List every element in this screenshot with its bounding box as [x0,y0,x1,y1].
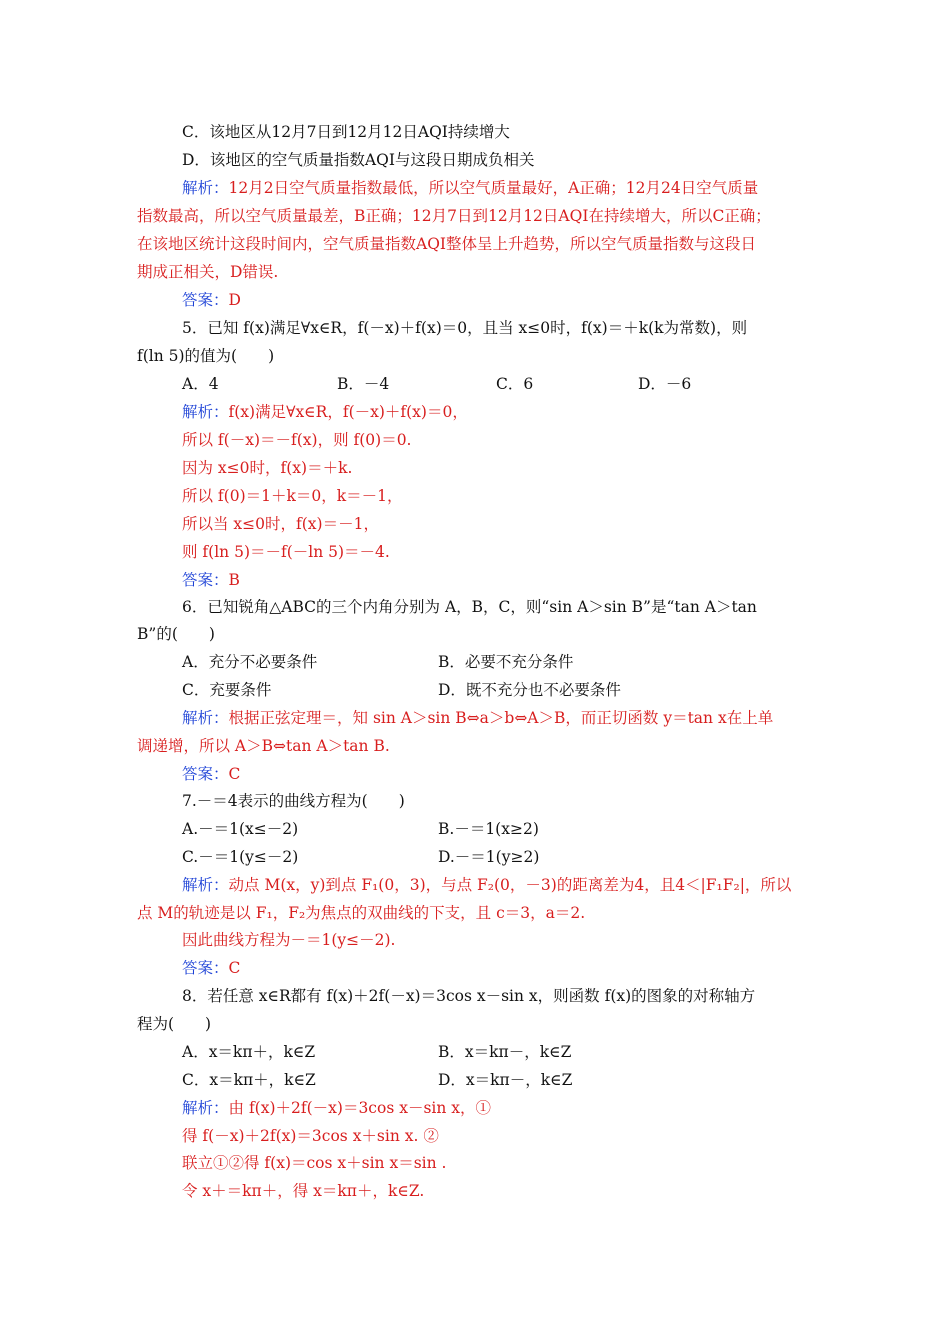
q5-analysis-line: 所以 f(0)＝1＋k＝0，k＝－1， [182,487,403,505]
q4-analysis-line: 期成正相关，D错误. [137,263,279,281]
q6-stem: 6．已知锐角△ABC的三个内角分别为 A，B，C，则“sin A＞sin B”是“tan A＞tan [182,598,757,616]
q5-analysis-label: 解析： [182,403,229,421]
q5-stem: f(ln 5)的值为( ) [137,347,275,365]
q7-analysis-line: 因此曲线方程为－＝1(y≤－2). [182,931,396,949]
q4-answer-value: D [228,291,241,309]
q6-analysis-line [182,708,773,728]
q4-answer-label: 答案： [182,291,229,309]
q7-answer-label: 答案： [182,959,229,977]
q5-stem: 5．已知 f(x)满足∀x∈R，f(－x)＋f(x)＝0，且当 x≤0时，f(x)＝＋k(k为常数)，则 [182,319,748,337]
q6-analysis-line: 调递增，所以 A＞B⇔tan A＞tan B. [137,737,390,755]
q8-analysis-line: 联立①②得 f(x)＝cos x＋sin x＝sin . [182,1154,447,1172]
q8-analysis-line: 令 x＋＝kπ＋，得 x＝kπ＋，k∈Z. [182,1182,425,1200]
q8-option-d: D．x＝kπ－，k∈Z [438,1071,573,1089]
q5-option-a: A．4 [182,375,219,393]
q7-option-c: C.－＝1(y≤－2) [182,848,299,866]
q8-option-c: C．x＝kπ＋，k∈Z [182,1071,316,1089]
q8-analysis-line [182,1098,491,1118]
q7-option-d: D.－＝1(y≥2) [438,848,540,866]
q5-analysis-line: 则 f(ln 5)＝－f(－ln 5)＝－4. [182,543,390,561]
q8-analysis-label: 解析： [182,1099,229,1117]
q5-option-c: C．6 [496,375,534,393]
q6-answer [182,764,240,784]
q6-stem: B”的( ) [137,625,215,643]
q7-analysis-line: 点 M的轨迹是以 F₁，F₂为焦点的双曲线的下支，且 c＝3，a＝2. [137,904,586,922]
q8-stem: 8．若任意 x∈R都有 f(x)＋2f(－x)＝3cos x－sin x，则函数 f(x)的图象的对称轴方 [182,987,756,1005]
q4-answer [182,290,241,310]
q4-analysis-line [182,178,758,198]
q5-option-d: D．－6 [638,375,692,393]
q7-option-a: A.－＝1(x≤－2) [182,820,299,838]
q5-analysis-line: 因为 x≤0时，f(x)＝＋k. [182,459,353,477]
q6-option-b: B．必要不充分条件 [438,653,574,671]
q4-option-c: C．该地区从12月7日到12月12日AQI持续增大 [182,123,510,141]
q4-analysis-line: 在该地区统计这段时间内，空气质量指数AQI整体呈上升趋势，所以空气质量指数与这段日 [137,235,757,253]
q7-answer [182,958,240,978]
q5-answer-label: 答案： [182,571,229,589]
q8-stem: 程为( ) [137,1015,212,1033]
q5-analysis-line: 所以当 x≤0时，f(x)＝－1， [182,515,379,533]
q6-answer-value: C [228,765,241,783]
q5-analysis-text: f(x)满足∀x∈R，f(－x)＋f(x)＝0， [228,403,468,421]
q4-analysis-text: 12月2日空气质量指数最低，所以空气质量最好，A正确；12月24日空气质量 [228,179,759,197]
q7-answer-value: C [228,959,241,977]
q6-answer-label: 答案： [182,765,229,783]
q7-stem: 7.－＝4表示的曲线方程为( ) [182,792,405,810]
q7-analysis-label: 解析： [182,876,229,894]
q5-option-b: B．－4 [337,375,390,393]
q6-option-c: C．充要条件 [182,681,272,699]
q6-analysis-text: 根据正弦定理＝，知 sin A＞sin B⇔a＞b⇔A＞B，而正切函数 y＝tan x在上单 [228,709,774,727]
q7-analysis-line [182,875,791,895]
q6-analysis-label: 解析： [182,709,229,727]
q4-analysis-line: 指数最高，所以空气质量最差，B正确；12月7日到12月12日AQI在持续增大，所以C正确； [137,207,771,225]
q5-analysis-line [182,402,468,422]
q8-analysis-text: 由 f(x)＋2f(－x)＝3cos x－sin x，① [228,1099,492,1117]
q8-option-b: B．x＝kπ－，k∈Z [438,1043,572,1061]
q6-option-a: A．充分不必要条件 [182,653,318,671]
q8-option-a: A．x＝kπ＋，k∈Z [182,1043,316,1061]
q7-analysis-text: 动点 M(x，y)到点 F₁(0，3)，与点 F₂(0，－3)的距离差为4，且4＜|F₁F₂|，所以 [228,876,792,894]
q7-option-b: B.－＝1(x≥2) [438,820,539,838]
q5-analysis-line: 所以 f(－x)＝－f(x)，则 f(0)＝0. [182,431,412,449]
q6-option-d: D．既不充分也不必要条件 [438,681,621,699]
q5-answer [182,570,240,590]
q5-answer-value: B [228,571,240,589]
q4-analysis-label: 解析： [182,179,229,197]
q8-analysis-line: 得 f(－x)＋2f(x)＝3cos x＋sin x. ② [182,1127,439,1145]
q4-option-d: D．该地区的空气质量指数AQI与这段日期成负相关 [182,151,535,169]
